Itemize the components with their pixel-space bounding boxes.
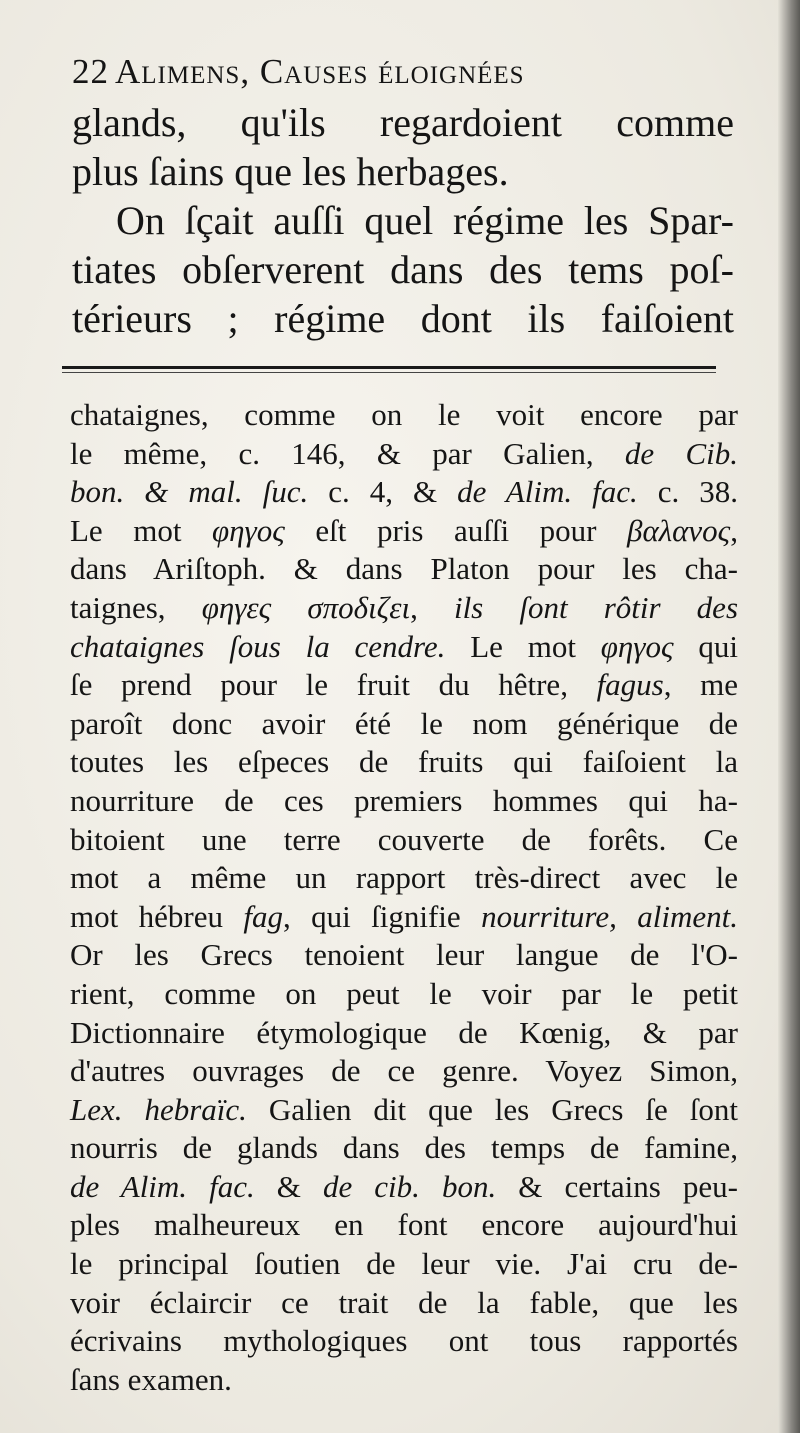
- footnote-text: , qui ſignifie: [282, 898, 482, 934]
- footnote-text: mot hébreu: [70, 898, 244, 934]
- greek-word: φηγες σποδιζει: [201, 589, 411, 625]
- footnote-line: [70, 782, 738, 821]
- footnote-text: nourriture de ces premiers hommes qui ha-: [70, 782, 738, 818]
- footnote-text: nourris de glands dans des temps de famine,: [70, 1130, 738, 1166]
- main-paragraph-1: [72, 98, 734, 196]
- footnote-text: c. 38.: [637, 474, 738, 510]
- page-number: 22: [72, 52, 109, 91]
- footnote-text: taignes,: [70, 589, 202, 625]
- footnote-rule-thin: [62, 372, 716, 373]
- footnote-line: [70, 975, 738, 1014]
- footnote-line: [70, 396, 738, 435]
- footnote-text: mot a même un rapport très-direct avec le: [70, 860, 738, 896]
- translation: ils ſont rôtir des: [453, 589, 739, 625]
- footnote-text: qui: [673, 628, 738, 664]
- page-edge-shadow: [778, 0, 800, 1433]
- footnote-line: [70, 1168, 738, 1207]
- greek-word: φηγος: [600, 628, 674, 664]
- footnote-text: paroît donc avoir été le nom générique de: [70, 705, 738, 741]
- footnote-line: [70, 1014, 738, 1053]
- main-line: tiates obſerverent dans des tems poſ-: [72, 247, 734, 292]
- footnote-line: [70, 859, 738, 898]
- footnote-line: [70, 821, 738, 860]
- main-line: On ſçait auſſi quel régime les Spar-: [116, 198, 734, 243]
- footnote-line: [70, 512, 738, 551]
- footnote-line: [70, 1129, 738, 1168]
- footnote-text: c. 4, &: [308, 474, 458, 510]
- footnote-text: d'autres ouvrages de ce genre. Voyez Simon,: [70, 1053, 738, 1089]
- footnote-line: [70, 1091, 738, 1130]
- footnote-text: ,: [730, 512, 739, 548]
- footnote-rule: [62, 366, 716, 369]
- footnote-text: Galien dit que les Grecs ſe ſont: [246, 1091, 738, 1127]
- footnote-text: ,: [410, 589, 454, 625]
- footnote-line: [70, 1322, 738, 1361]
- translation: chataignes ſous la cendre.: [70, 628, 446, 664]
- greek-word: φηγος: [212, 512, 285, 548]
- running-title: Alimens, Causes éloignées: [115, 52, 525, 91]
- citation: Lex. hebraïc.: [70, 1091, 247, 1127]
- main-line: térieurs ; régime dont ils faiſoient: [72, 296, 734, 341]
- footnote-line: [70, 473, 738, 512]
- footnote-text: le principal ſoutien de leur vie. J'ai cru de-: [70, 1246, 738, 1282]
- citation: de Alim. fac.: [70, 1168, 255, 1204]
- footnote-line: [70, 589, 738, 628]
- footnote-text: voir éclaircir ce trait de la fable, que les: [70, 1284, 738, 1320]
- footnote-line: [70, 936, 738, 975]
- footnote-line: [70, 898, 738, 937]
- footnote-text: Dictionnaire étymologique de Kœnig, & par: [70, 1014, 738, 1050]
- footnote-text: ples malheureux en font encore aujourd'hui: [70, 1207, 738, 1243]
- footnote-line: [70, 628, 738, 667]
- citation: de Alim. fac.: [457, 474, 638, 510]
- footnote-text: & certains peu-: [496, 1168, 738, 1204]
- footnote-text: écrivains mythologiques ont tous rapportés: [70, 1323, 738, 1359]
- footnote-text: , me: [663, 667, 738, 703]
- footnote-line: [70, 1206, 738, 1245]
- footnote-line: [70, 1052, 738, 1091]
- footnote-line: [70, 1245, 738, 1284]
- footnote-text: toutes les eſpeces de fruits qui faiſoient la: [70, 744, 738, 780]
- footnote-line: [70, 666, 738, 705]
- footnote-text: Or les Grecs tenoient leur langue de l'O-: [70, 937, 738, 973]
- footnote-text: chataignes, comme on le voit encore par: [70, 397, 738, 432]
- footnote-text: ſans examen.: [70, 1361, 232, 1397]
- footnote-line: [70, 550, 738, 589]
- main-line: plus ſains que les herbages.: [72, 149, 509, 194]
- footnote-line: [70, 435, 738, 474]
- greek-word: βαλανος: [627, 512, 731, 548]
- citation: de Cib.: [624, 435, 738, 471]
- footnote-text: le même, c. 146, & par Galien,: [70, 435, 625, 471]
- footnote-text: &: [254, 1168, 323, 1204]
- main-paragraph-2: [72, 196, 734, 343]
- footnote-text: eſt pris auſſi pour: [284, 512, 628, 548]
- hebrew-word: fag: [243, 898, 283, 934]
- citation: de cib. bon.: [322, 1168, 497, 1204]
- footnote-text: rient, comme on peut le voir par le petit: [70, 975, 738, 1011]
- footnote-line: [70, 743, 738, 782]
- main-text: [72, 98, 734, 343]
- footnote-text: Le mot: [70, 512, 213, 548]
- main-line: glands, qu'ils regardoient comme: [72, 100, 734, 145]
- footnote-line: [70, 1361, 738, 1400]
- footnote-text: bitoient une terre couverte de forêts. Ce: [70, 821, 738, 857]
- footnote-text: Le mot: [445, 628, 601, 664]
- footnote-text: dans Ariſtoph. & dans Platon pour les cha-: [70, 551, 738, 587]
- latin-word: fagus: [596, 667, 664, 703]
- footnote-line: [70, 705, 738, 744]
- page-header: [72, 52, 722, 92]
- footnote-text: ſe prend pour le fruit du hêtre,: [70, 667, 597, 703]
- footnote: [70, 396, 738, 1399]
- citation: bon. & mal. ſuc.: [70, 474, 309, 510]
- translation: nourriture, aliment.: [481, 898, 738, 934]
- footnote-line: [70, 1284, 738, 1323]
